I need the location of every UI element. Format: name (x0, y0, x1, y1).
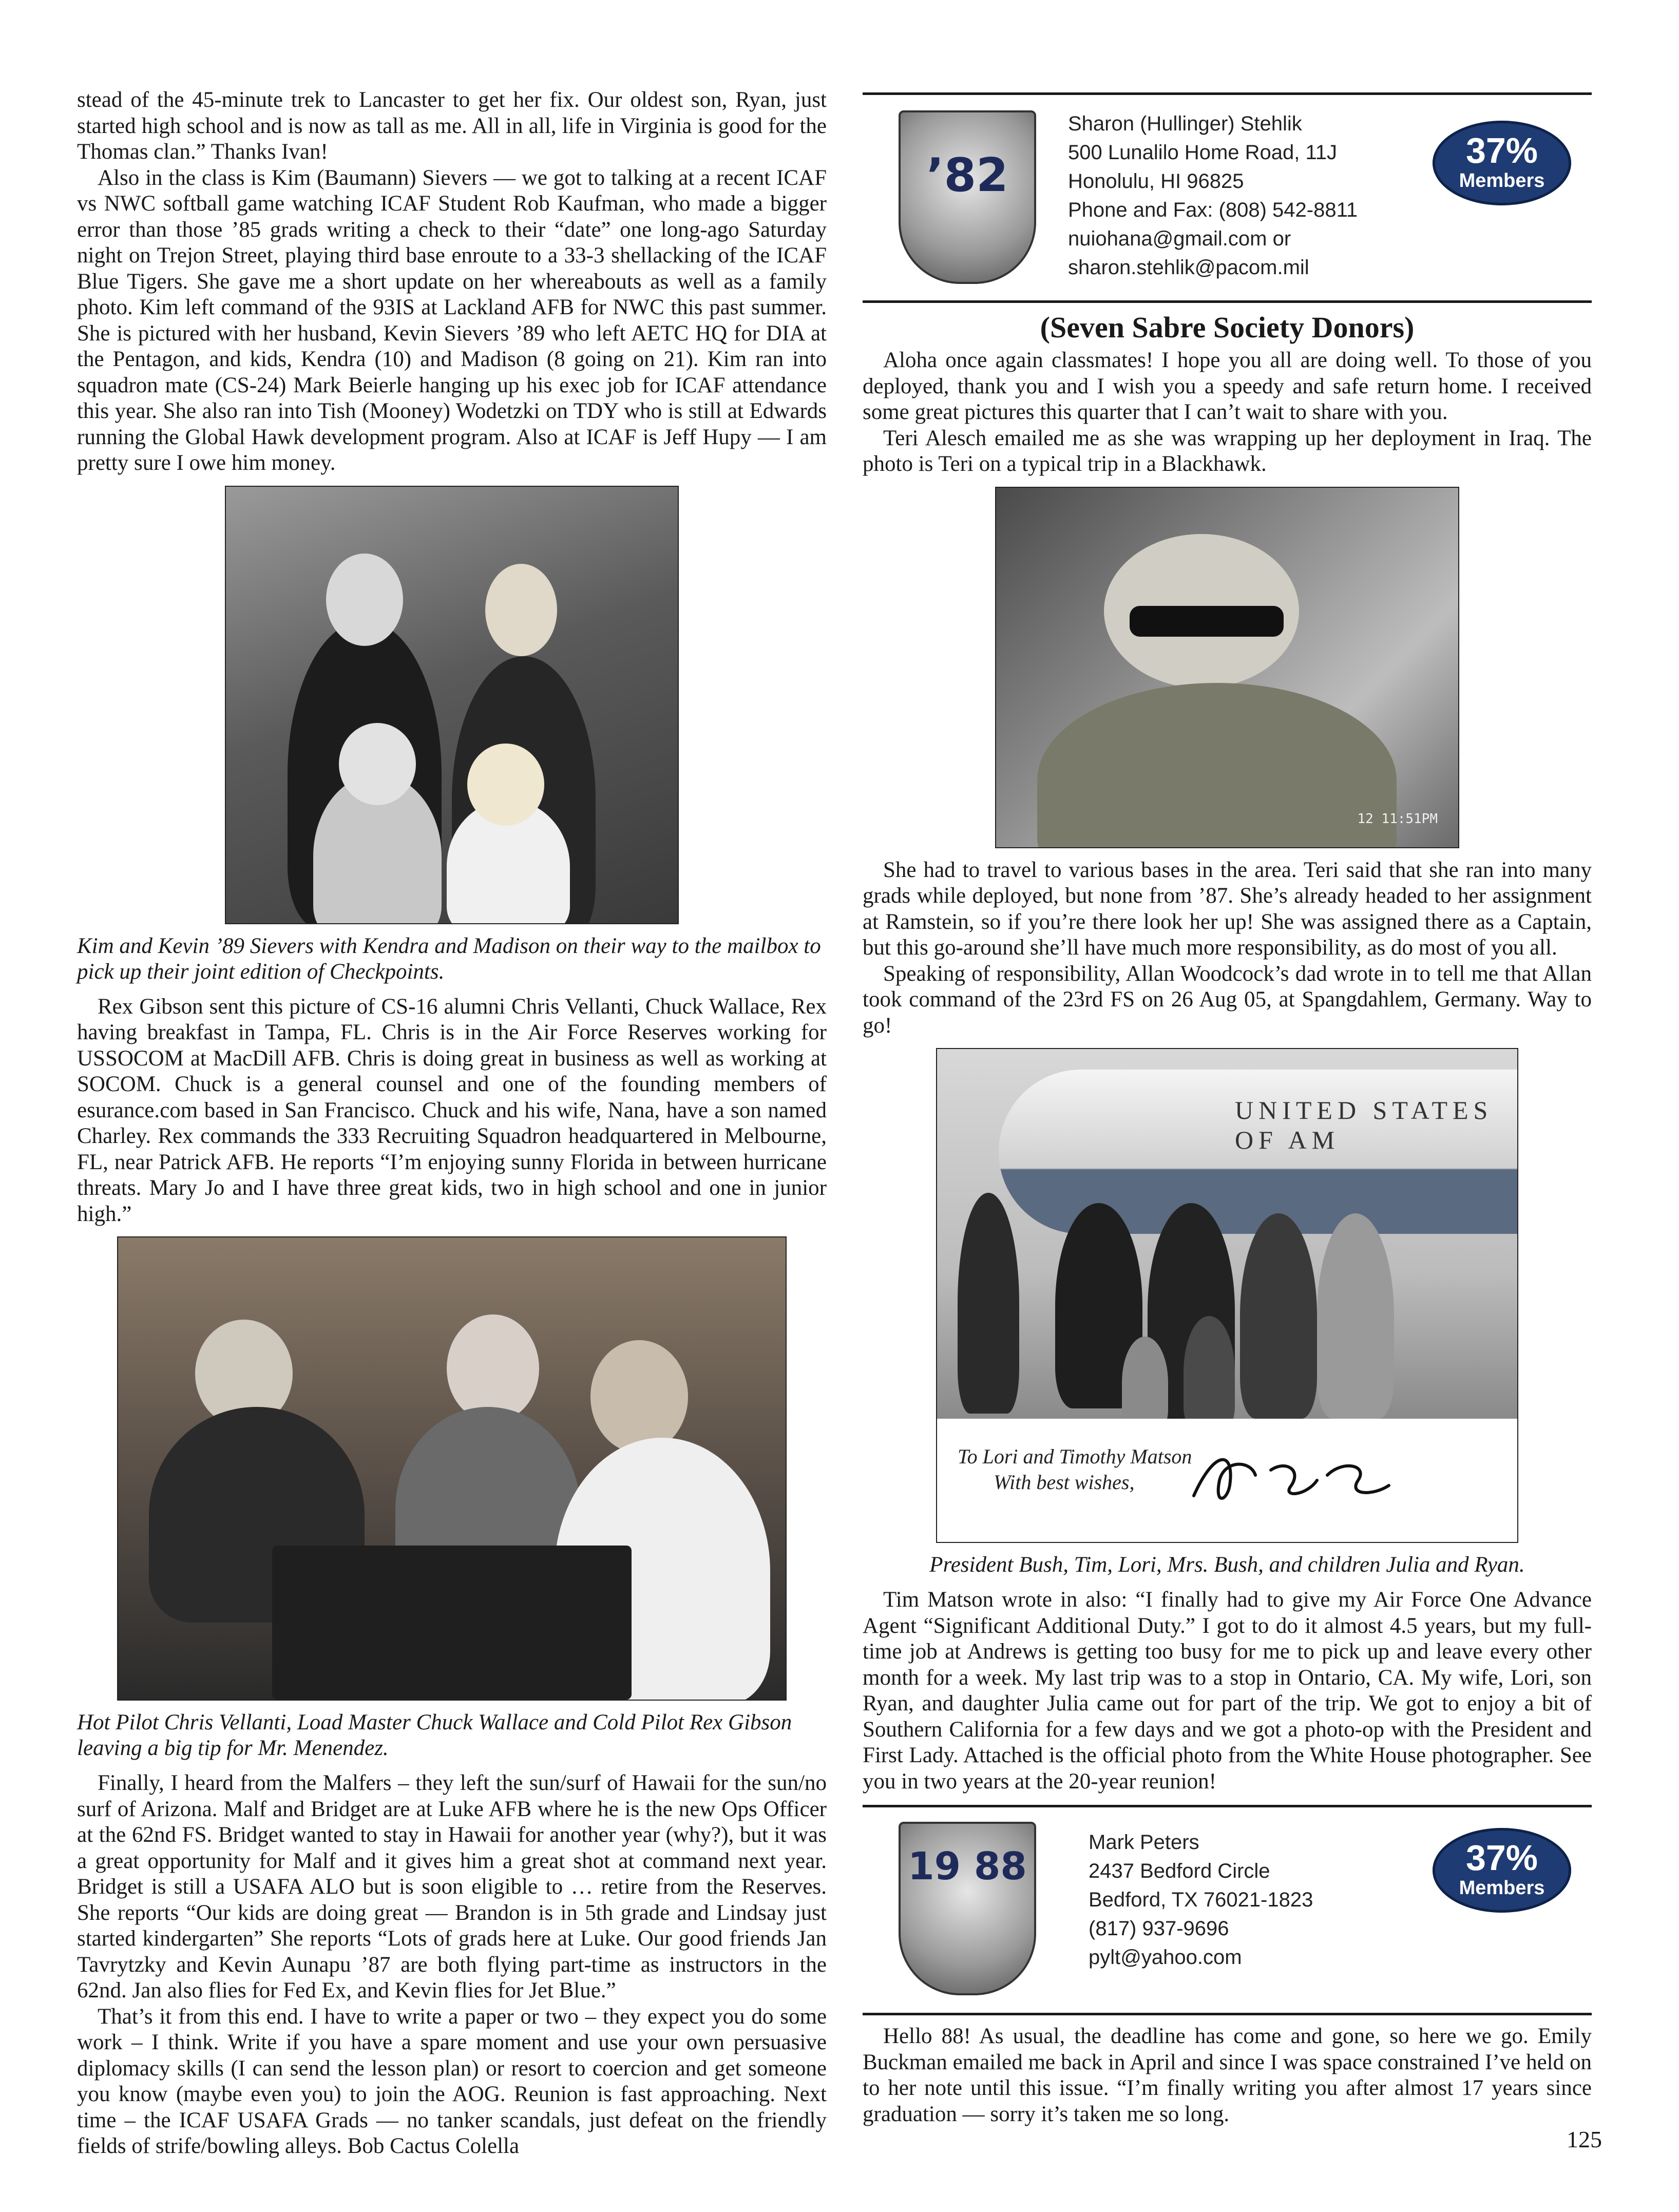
class-88-contact (1089, 1828, 1313, 1972)
contact-name: Sharon (Hullinger) Stehlik (1068, 112, 1302, 135)
inscription-line-2: With best wishes, (994, 1471, 1135, 1494)
breakfast-photo (117, 1236, 787, 1701)
signature-mark (1184, 1439, 1399, 1521)
contact-name: Mark Peters (1089, 1831, 1199, 1854)
blackhawk-photo (995, 487, 1459, 848)
page-number: 125 (1567, 2126, 1602, 2152)
breakfast-photo-caption: Hot Pilot Chris Vellanti, Load Master Chuck Wallace and Cold Pilot Rex Gibson leaving a big tip for Mr. Menendez. (77, 1710, 792, 1760)
right-paragraph-5: Tim Matson wrote in also: “I finally had to give my Air Force One Advance Agent “Significant Additional Duty.” I got to do it almost 4.5 years, but my full-time job at Andrews is getting too busy for me to pick up and leave every other month for a week. My last trip was to a stop in Ontario, CA. My wife, Lori, son Ryan, and daughter Julia came out for part of the trip. We got to enjoy a bit of Southern California for a few days and we got a photo-op with the President and First Lady. Attached is the official photo from the White House photographer. See you in two years at the 20-year reunion! (863, 1588, 1592, 1794)
contact-phone: Phone and Fax: (808) 542-8811 (1068, 199, 1358, 221)
contact-address: 2437 Bedford Circle (1089, 1860, 1270, 1882)
air-force-one-caption: President Bush, Tim, Lori, Mrs. Bush, and children Julia and Ryan. (929, 1553, 1525, 1577)
contact-city: Honolulu, HI 96825 (1068, 170, 1244, 193)
left-paragraph-3: Rex Gibson sent this picture of CS-16 alumni Chris Vellanti, Chuck Wallace, Rex having breakfast in Tampa, FL. Chris is in the Air Force Reserves working for USSOCOM at MacDill AFB. Chris is doing great in business as well as working at SOCOM. Chuck is a general counsel and one of the founding members of esurance.com based in San Francisco. Chuck and his wife, Nana, have a son named Charley. Rex commands the 333 Recruiting Squadron headquartered in Melbourne, FL, near Patrick AFB. He reports “I’m enjoying sunny Florida in between hurricane threats. Mary Jo and I have three great kids, two in high school and one in junior high.” (77, 994, 827, 1226)
class-of-88-header (863, 1805, 1592, 2015)
contact-address: 500 Lunalilo Home Road, 11J (1068, 141, 1338, 164)
left-paragraph-5: That’s it from this end. I have to write a paper or two – they expect you do some work – I think. Write if you have a spare moment and use your own persuasive diplomacy skills (I can send the lesson plan) or resort to coercion and get someone you know (maybe even you) to join the AOG. Reunion is fast approaching. Next time – the ICAF USAFA Grads — no tanker scandals, just defeat on the friendly fields of strife/bowling alleys. Bob Cactus Colella (77, 2004, 827, 2158)
air-force-one-photo (936, 1048, 1518, 1543)
right-paragraph-1: Aloha once again classmates! I hope you all are doing well. To those of you deployed, thank you and I wish you a speedy and safe return home. I received some great pictures this quarter that I can’t wait to share with you. (863, 348, 1592, 424)
class-of-82-header (863, 92, 1592, 303)
contact-email-2: sharon.stehlik@pacom.mil (1068, 256, 1309, 279)
right-paragraph-3: She had to travel to various bases in the area. Teri said that she ran into many grads while deployed, but none from ’87. She’s already headed to her assignment at Ramstein, so if you’re there look her up! She was assigned there as a Captain, but this go-around she’ll have much more responsibility, as do most of you all. (863, 857, 1592, 960)
class-88-crest-year: 19 88 (908, 1844, 1027, 1889)
contact-email: pylt@yahoo.com (1089, 1946, 1242, 1969)
membership-badge (1433, 121, 1571, 205)
sievers-photo-caption: Kim and Kevin ’89 Sievers with Kendra and Madison on their way to the mailbox to pick up their joint edition of Checkpoints. (77, 933, 821, 984)
class-82-crest (899, 110, 1036, 284)
donors-heading: (Seven Sabre Society Donors) (1040, 311, 1415, 344)
left-paragraph-4: Finally, I heard from the Malfers – they left the sun/surf of Hawaii for the sun/no surf of Arizona. Malf and Bridget are at Luke AFB where he is the new Ops Officer at the 62nd FS. Bridget wanted to stay in Hawaii for another year (why?), but it was a great opportunity for Malf and it gives him a great shot at command next year. Bridget is still a USAFA ALO but is soon eligible to … retire from the Reserves. She reports “Our kids are doing great — Brandon is in 5th grade and Lindsay just started kindergarten” She reports “Lots of grads here at Luke. Our good friends Jan Tavrytzky and Kevin Aunapu ’87 are both flying part-time as instructors in the 62nd. Jan also flies for Fed Ex, and Kevin flies for Jet Blue.” (77, 1771, 827, 2003)
right-column (863, 92, 1592, 2127)
class-88-paragraph-1: Hello 88! As usual, the deadline has come and gone, so here we go. Emily Buckman emailed me back in April and since I was space constrained I’ve held on to her note until this issue. “I’m finally writing you after almost 17 years since graduation — sorry it’s taken me so long. (863, 2024, 1592, 2126)
inscription-line-1: To Lori and Timothy Matson (958, 1445, 1192, 1468)
membership-percent: 37% (1465, 1838, 1538, 1878)
membership-label: Members (1459, 1877, 1545, 1899)
aircraft-lettering: UNITED STATES OF AM (1235, 1096, 1493, 1154)
left-paragraph-1: stead of the 45-minute trek to Lancaster to get her fix. Our oldest son, Ryan, just started high school and is now as tall as me. All in all, life in Virginia is good for the Thomas clan.” Thanks Ivan! (77, 88, 827, 164)
class-88-crest (899, 1822, 1036, 1995)
right-paragraph-2: Teri Alesch emailed me as she was wrapping up her deployment in Iraq. The photo is Teri on a typical trip in a Blackhawk. (863, 426, 1592, 476)
contact-phone: (817) 937-9696 (1089, 1917, 1229, 1940)
class-82-crest-year: ’82 (926, 148, 1008, 202)
left-column (77, 87, 827, 2160)
left-paragraph-2: Also in the class is Kim (Baumann) Sievers — we got to talking at a recent ICAF vs NWC softball game watching ICAF Student Rob Kaufman, who made a bigger error than those ’85 grads writing a check to their “date” one long-ago Saturday night on Trejon Street, playing third base enroute to a 33-3 shellacking of the ICAF Blue Tigers. She gave me a short update on her whereabouts as well as a family photo. Kim left command of the 93IS at Lackland AFB for NWC this past summer. She is pictured with her husband, Kevin Sievers ’89 who left AETC HQ for DIA at the Pentagon, and kids, Kendra (10) and Madison (8 going on 21). Kim ran into squadron mate (CS-24) Mark Beierle hanging up his exec job for ICAF attendance this year. She also ran into Tish (Mooney) Wodetzki on TDY who is still at Edwards running the Global Hawk development program. Also at ICAF is Jeff Hupy — I am pretty sure I owe him money. (77, 165, 827, 475)
photo-timestamp: 12 11:51PM (1357, 811, 1438, 827)
sievers-family-photo (225, 486, 679, 924)
contact-email: nuiohana@gmail.com or (1068, 227, 1291, 250)
membership-percent: 37% (1465, 130, 1538, 170)
class-82-contact (1068, 109, 1358, 282)
membership-badge (1433, 1828, 1571, 1913)
membership-label: Members (1459, 170, 1545, 192)
contact-city: Bedford, TX 76021-1823 (1089, 1889, 1313, 1911)
right-paragraph-4: Speaking of responsibility, Allan Woodcock’s dad wrote in to tell me that Allan took command of the 23rd FS on 26 Aug 05, at Spangdahlem, Germany. Way to go! (863, 961, 1592, 1038)
